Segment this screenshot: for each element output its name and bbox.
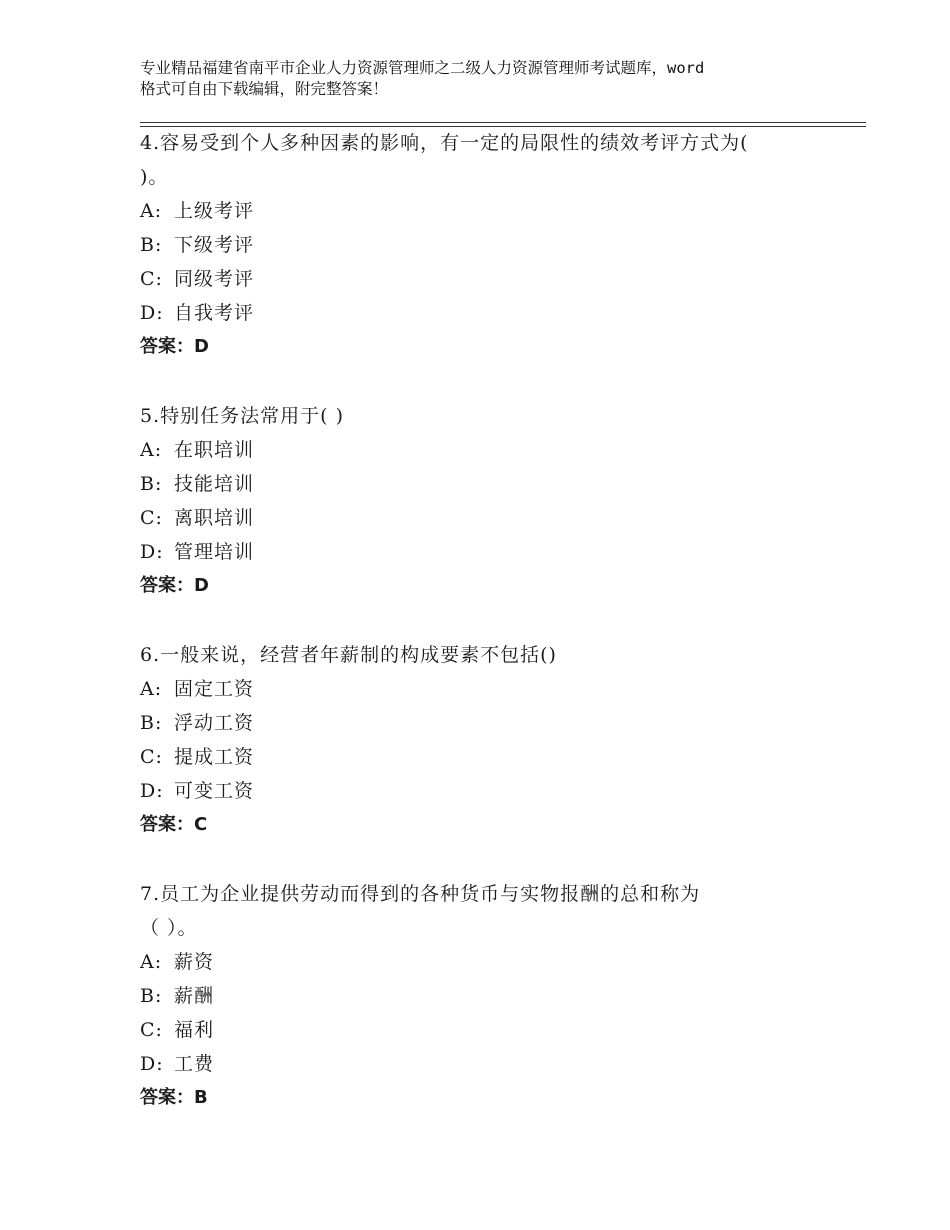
option-text: 浮动工资 <box>174 712 255 734</box>
option-d <box>140 1047 830 1081</box>
option-text: 离职培训 <box>174 507 255 529</box>
option-text: 在职培训 <box>174 439 255 461</box>
answer-label: 答案：D <box>140 336 209 357</box>
option-letter: C: <box>140 746 163 768</box>
option-text: 福利 <box>174 1019 215 1041</box>
option-text: 固定工资 <box>174 678 255 700</box>
option-letter: C: <box>140 507 163 529</box>
option-letter: C: <box>140 268 163 290</box>
option-b <box>140 706 830 740</box>
option-letter: D: <box>140 1053 164 1075</box>
option-c <box>140 1013 830 1047</box>
question-7 <box>140 877 830 1115</box>
option-letter: A: <box>140 951 163 973</box>
option-a <box>140 194 830 228</box>
option-text: 管理培训 <box>174 541 255 563</box>
answer-label: 答案：C <box>140 814 208 835</box>
option-d <box>140 774 830 808</box>
question-text: 7.员工为企业提供劳动而得到的各种货币与实物报酬的总和称为 <box>140 883 701 905</box>
option-text: 可变工资 <box>174 780 255 802</box>
option-a <box>140 672 830 706</box>
answer-label: 答案：B <box>140 1087 208 1108</box>
header-line-2: 格式可自由下载编辑，附完整答案！ <box>140 80 389 98</box>
option-d <box>140 296 830 330</box>
option-b <box>140 467 830 501</box>
option-a <box>140 945 830 979</box>
option-letter: B: <box>140 985 163 1007</box>
question-5 <box>140 399 830 603</box>
option-letter: A: <box>140 678 163 700</box>
question-text: 5.特别任务法常用于( ) <box>140 405 344 427</box>
option-text: 提成工资 <box>174 746 255 768</box>
option-text: 上级考评 <box>174 200 255 222</box>
option-letter: D: <box>140 780 164 802</box>
option-letter: A: <box>140 439 163 461</box>
option-text: 薪酬 <box>174 985 215 1007</box>
option-text: 工费 <box>174 1053 215 1075</box>
option-text: 技能培训 <box>174 473 255 495</box>
option-c <box>140 740 830 774</box>
option-b <box>140 979 830 1013</box>
question-text: 6.一般来说，经营者年薪制的构成要素不包括() <box>140 644 557 666</box>
option-text: 同级考评 <box>174 268 255 290</box>
answer-label: 答案：D <box>140 575 209 596</box>
option-text: 下级考评 <box>174 234 255 256</box>
option-letter: C: <box>140 1019 163 1041</box>
option-letter: D: <box>140 302 164 324</box>
option-c <box>140 501 830 535</box>
question-4 <box>140 126 830 364</box>
option-text: 自我考评 <box>174 302 255 324</box>
option-b <box>140 228 830 262</box>
question-text: 4.容易受到个人多种因素的影响，有一定的局限性的绩效考评方式为( <box>140 132 749 154</box>
question-text-continued: （ ）。 <box>140 917 198 939</box>
document-header <box>140 58 840 100</box>
header-line-1: 专业精品福建省南平市企业人力资源管理师之二级人力资源管理师考试题库，word <box>140 59 705 77</box>
option-c <box>140 262 830 296</box>
option-letter: B: <box>140 473 163 495</box>
question-6 <box>140 638 830 842</box>
option-a <box>140 433 830 467</box>
header-divider-top <box>140 122 866 123</box>
question-text-continued: )。 <box>140 166 169 188</box>
option-letter: A: <box>140 200 163 222</box>
option-d <box>140 535 830 569</box>
option-letter: D: <box>140 541 164 563</box>
option-letter: B: <box>140 712 163 734</box>
option-text: 薪资 <box>174 951 215 973</box>
option-letter: B: <box>140 234 163 256</box>
